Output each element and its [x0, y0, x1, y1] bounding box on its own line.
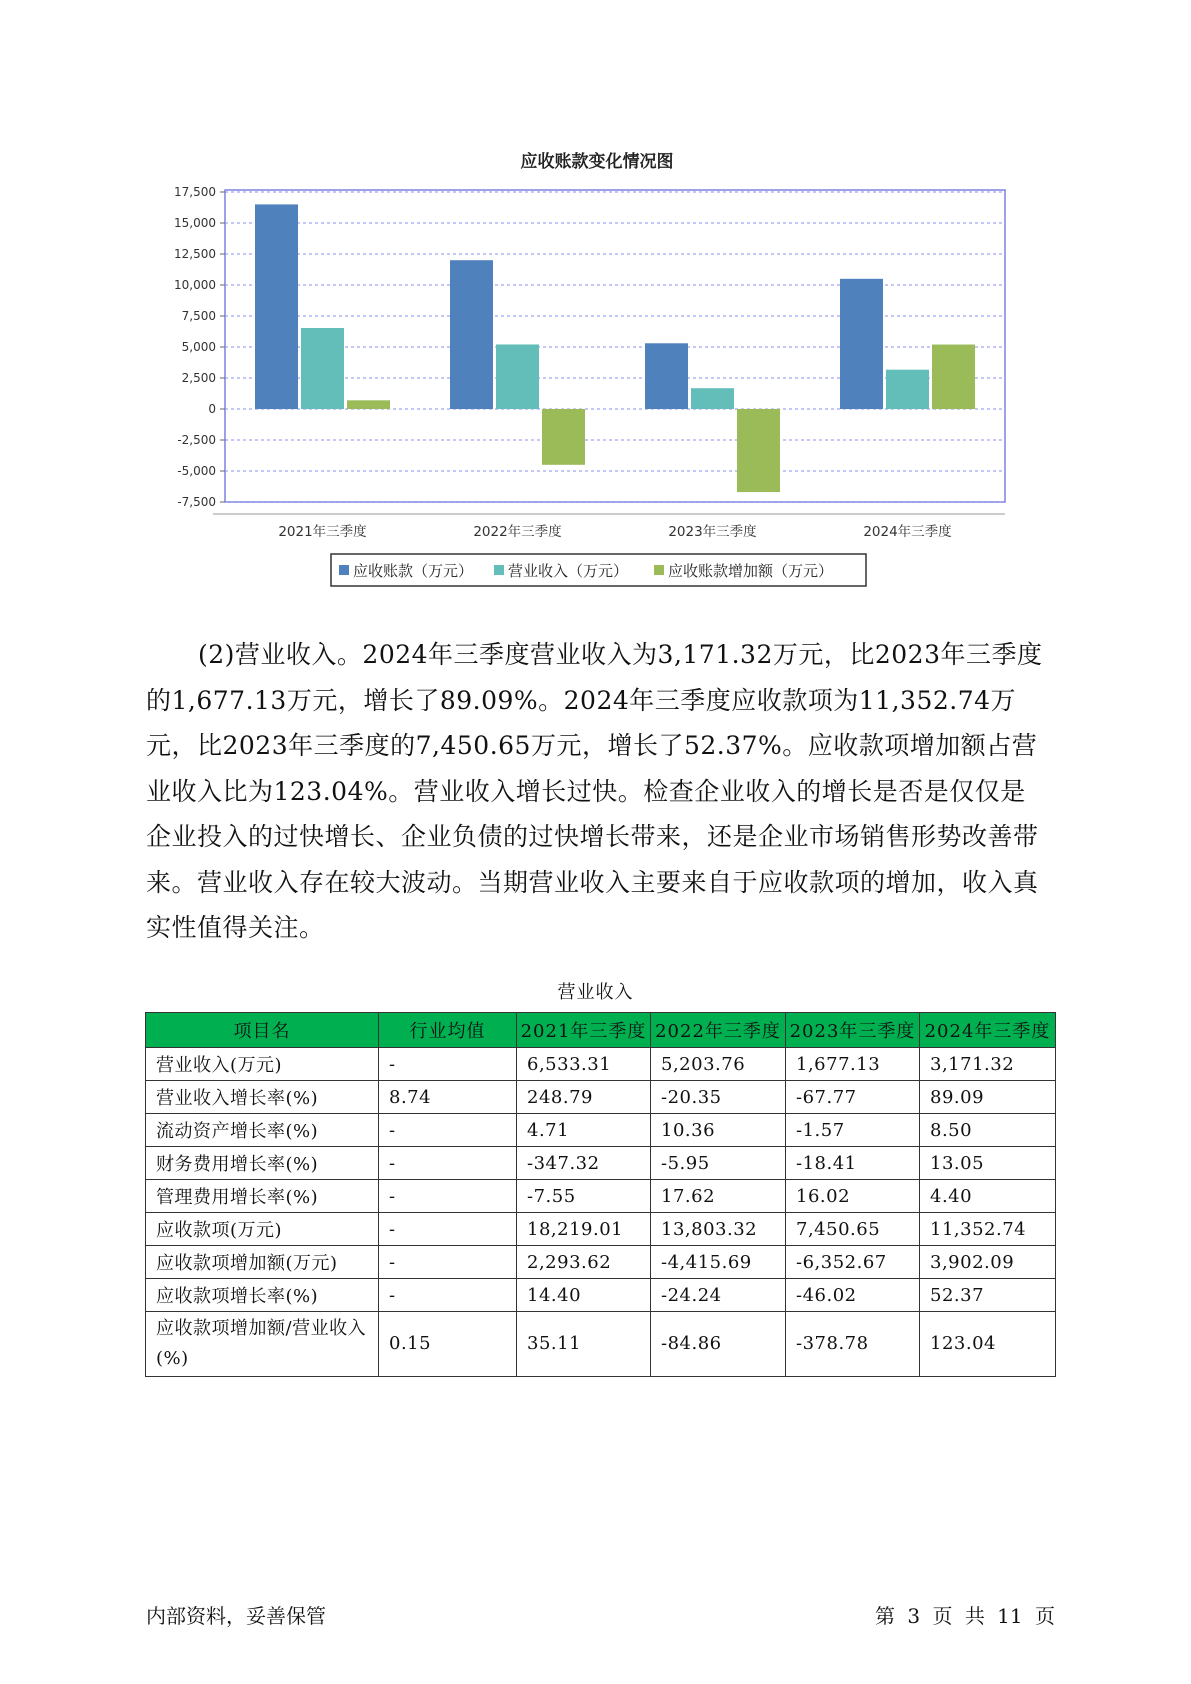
value-cell: -24.24 [651, 1279, 786, 1312]
value-cell: 89.09 [920, 1081, 1056, 1114]
row-label-cell: 应收款项增加额/营业收入(%) [146, 1312, 379, 1377]
value-cell: 123.04 [920, 1312, 1056, 1377]
value-cell: -7.55 [517, 1180, 651, 1213]
y-tick-label: 7,500 [181, 309, 216, 323]
legend-label: 应收账款（万元） [353, 562, 474, 580]
header-cell: 2021年三季度 [517, 1013, 651, 1048]
footer-confidential: 内部资料，妥善保管 [146, 1604, 326, 1628]
legend-label: 应收账款增加额（万元） [668, 562, 834, 580]
bar [645, 343, 688, 409]
footer-page-number: 第 3 页 共 11 页 [875, 1604, 1055, 1628]
value-cell: 4.40 [920, 1180, 1056, 1213]
value-cell: - [379, 1147, 517, 1180]
value-cell: -20.35 [651, 1081, 786, 1114]
value-cell: 13.05 [920, 1147, 1056, 1180]
bar [932, 345, 975, 409]
table-row [146, 1246, 1056, 1279]
bar [450, 260, 493, 409]
bar [255, 204, 298, 409]
y-tick-label: 0 [208, 402, 216, 416]
value-cell: 17.62 [651, 1180, 786, 1213]
bar [886, 370, 929, 409]
x-tick-label: 2021年三季度 [278, 524, 367, 540]
table-row [146, 1048, 1056, 1081]
row-label-cell: 应收款项(万元) [146, 1213, 379, 1246]
value-cell: 3,902.09 [920, 1246, 1056, 1279]
value-cell: 11,352.74 [920, 1213, 1056, 1246]
value-cell: -6,352.67 [786, 1246, 920, 1279]
bar [691, 388, 734, 409]
x-tick-label: 2022年三季度 [473, 524, 562, 540]
header-cell: 2024年三季度 [920, 1013, 1056, 1048]
value-cell: - [379, 1246, 517, 1279]
row-label-cell: 应收款项增加额(万元) [146, 1246, 379, 1279]
bar [496, 344, 539, 409]
value-cell: -18.41 [786, 1147, 920, 1180]
y-tick-label: 2,500 [181, 371, 216, 385]
value-cell: - [379, 1213, 517, 1246]
value-cell: - [379, 1180, 517, 1213]
y-tick-label: -2,500 [177, 433, 216, 447]
value-cell: - [379, 1114, 517, 1147]
value-cell: -67.77 [786, 1081, 920, 1114]
header-cell: 行业均值 [379, 1013, 517, 1048]
y-tick-label: 15,000 [174, 216, 216, 230]
row-label-cell: 营业收入(万元) [146, 1048, 379, 1081]
value-cell: 52.37 [920, 1279, 1056, 1312]
header-cell: 2022年三季度 [651, 1013, 786, 1048]
bar [301, 328, 344, 409]
value-cell: 5,203.76 [651, 1048, 786, 1081]
value-cell: -4,415.69 [651, 1246, 786, 1279]
legend-swatch [494, 565, 504, 575]
bar [347, 400, 390, 409]
value-cell: 18,219.01 [517, 1213, 651, 1246]
table-caption: 营业收入 [557, 982, 634, 1003]
value-cell: 0.15 [379, 1312, 517, 1377]
y-tick-label: 5,000 [181, 340, 216, 354]
x-tick-label: 2024年三季度 [863, 524, 952, 540]
legend-swatch [654, 565, 664, 575]
value-cell: 6,533.31 [517, 1048, 651, 1081]
value-cell: 8.74 [379, 1081, 517, 1114]
value-cell: 3,171.32 [920, 1048, 1056, 1081]
value-cell: 35.11 [517, 1312, 651, 1377]
y-tick-label: 17,500 [174, 185, 216, 199]
bar [737, 409, 780, 492]
value-cell: -378.78 [786, 1312, 920, 1377]
value-cell: 1,677.13 [786, 1048, 920, 1081]
value-cell: 8.50 [920, 1114, 1056, 1147]
y-tick-label: 12,500 [174, 247, 216, 261]
y-tick-label: 10,000 [174, 278, 216, 292]
receivables-chart [0, 0, 1191, 600]
table-row [146, 1081, 1056, 1114]
value-cell: 14.40 [517, 1279, 651, 1312]
revenue-table [145, 1012, 1056, 1377]
chart-title: 应收账款变化情况图 [520, 152, 674, 172]
table-row [146, 1147, 1056, 1180]
value-cell: - [379, 1279, 517, 1312]
value-cell: 4.71 [517, 1114, 651, 1147]
value-cell: -5.95 [651, 1147, 786, 1180]
table-row [146, 1279, 1056, 1312]
value-cell: -347.32 [517, 1147, 651, 1180]
bar [542, 409, 585, 465]
value-cell: - [379, 1048, 517, 1081]
body-paragraph: (2)营业收入。2024年三季度营业收入为3,171.32万元，比2023年三季度的1,677.13万元，增长了89.09%。2024年三季度应收款项为11,352.74万元，比2023年三季度的7,450.65万元，增长了52.37%。应收款项增加额占营业收入比为123.04%。营业收入增长过快。检查企业收入的增长是否是仅仅是企业投入的过快增长、企业负债的过快增长带来，还是企业市场销售形势改善带来。营业收入存在较大波动。当期营业收入主要来自于应收款项的增加，收入真实性值得关注。 [146, 640, 1043, 942]
value-cell: 7,450.65 [786, 1213, 920, 1246]
table-row [146, 1312, 1056, 1377]
table-header-row [146, 1013, 1056, 1048]
bar [840, 279, 883, 409]
table-row [146, 1180, 1056, 1213]
row-label-cell: 管理费用增长率(%) [146, 1180, 379, 1213]
y-tick-label: -7,500 [177, 495, 216, 509]
value-cell: -46.02 [786, 1279, 920, 1312]
value-cell: 13,803.32 [651, 1213, 786, 1246]
legend-label: 营业收入（万元） [508, 562, 629, 580]
row-label-cell: 流动资产增长率(%) [146, 1114, 379, 1147]
header-cell: 项目名 [146, 1013, 379, 1048]
row-label-cell: 营业收入增长率(%) [146, 1081, 379, 1114]
value-cell: 2,293.62 [517, 1246, 651, 1279]
value-cell: -84.86 [651, 1312, 786, 1377]
value-cell: 16.02 [786, 1180, 920, 1213]
row-label-cell: 财务费用增长率(%) [146, 1147, 379, 1180]
row-label-cell: 应收款项增长率(%) [146, 1279, 379, 1312]
value-cell: 10.36 [651, 1114, 786, 1147]
header-cell: 2023年三季度 [786, 1013, 920, 1048]
value-cell: 248.79 [517, 1081, 651, 1114]
table-row [146, 1213, 1056, 1246]
table-row [146, 1114, 1056, 1147]
x-tick-label: 2023年三季度 [668, 524, 757, 540]
value-cell: -1.57 [786, 1114, 920, 1147]
legend-swatch [339, 565, 349, 575]
y-tick-label: -5,000 [177, 464, 216, 478]
